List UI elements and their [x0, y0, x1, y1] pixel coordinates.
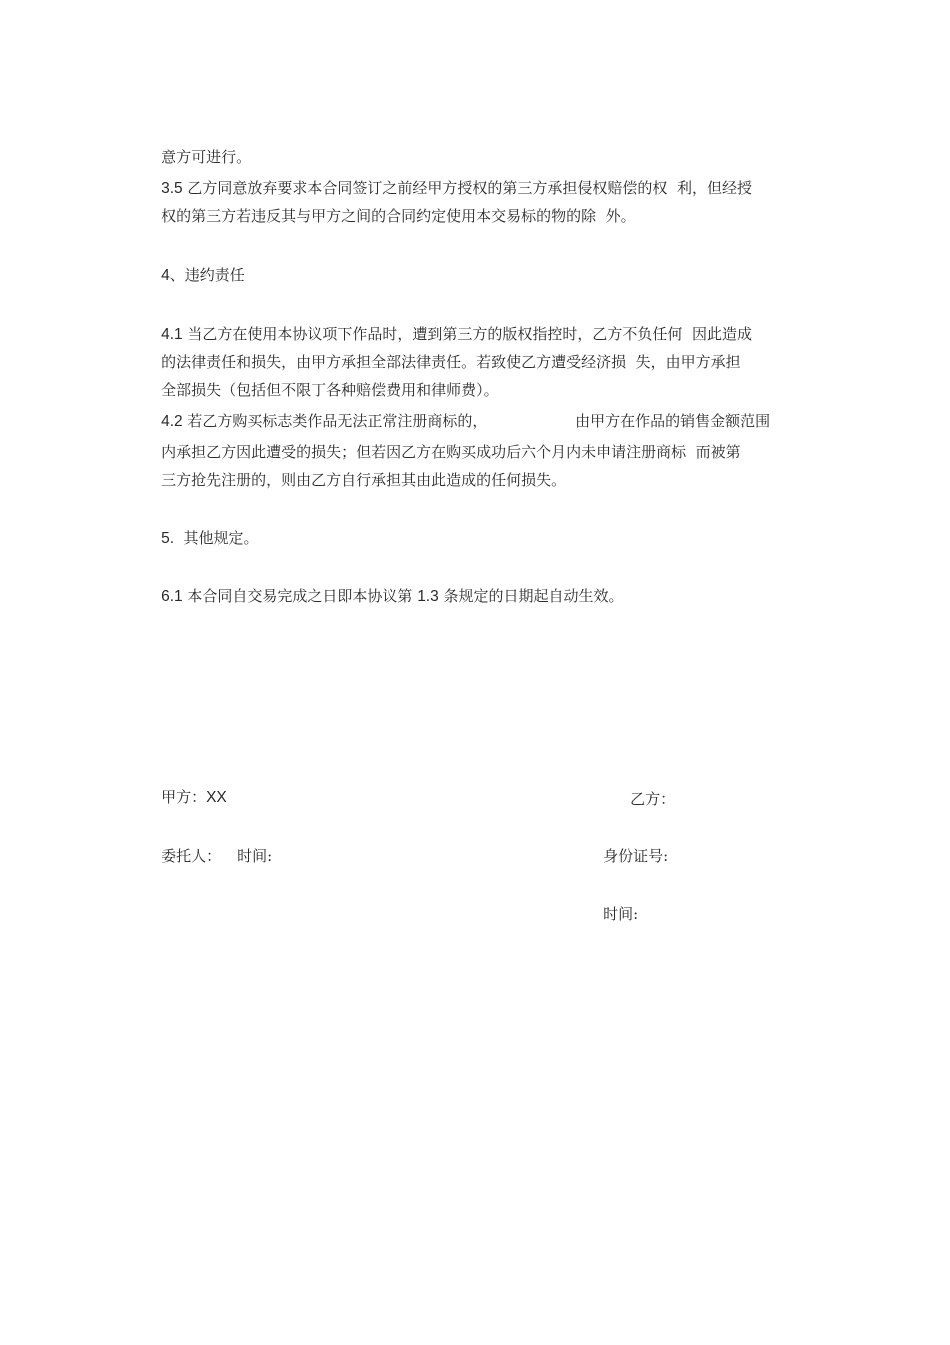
time-label: 时间:	[603, 905, 639, 923]
section-title: 其他规定。	[174, 529, 259, 547]
party-a-label: 甲方：	[161, 788, 207, 806]
paragraph-line	[142, 186, 636, 246]
agent-field	[142, 826, 221, 886]
section-number: 5.	[161, 530, 175, 547]
paragraph-line	[142, 450, 566, 510]
text: 三方抢先注册的，则由乙方自行承担其由此造成的任何损失。	[161, 471, 567, 489]
clause-reference: 1.3	[417, 588, 439, 605]
party-b-label: 乙方：	[630, 790, 676, 808]
clause-6-1-line	[142, 566, 624, 627]
text: 当乙方在使用本协议项下作品时，遭到第三方的版权指控时，乙方不负任何 因此造成	[182, 325, 752, 343]
text: 条规定的日期起自动生效。	[438, 587, 624, 605]
text: 若乙方购买标志类作品无法正常注册商标的，	[182, 412, 488, 430]
clause-number: 3.5	[161, 180, 183, 197]
party-b-signature	[611, 769, 675, 829]
section-4-heading	[142, 245, 245, 306]
text: 内承担乙方因此遭受的损失；但若因乙方在购买成功后六个月内未申请注册商标 而被第	[161, 443, 741, 461]
id-number-label: 身份证号:	[603, 847, 669, 865]
text: 由甲方在作品的销售金额范围	[575, 412, 771, 430]
section-5-heading	[142, 508, 259, 569]
section-title: 、违约责任	[169, 266, 245, 284]
clause-number: 4.2	[161, 413, 183, 430]
text: 全部损失（包括但不限丁各种赔偿费用和律师费）。	[161, 381, 499, 399]
time-label: 时间:	[237, 847, 273, 865]
text: 的法律责任和损失，由甲方承担全部法律责任。若致使乙方遭受经济损 失，由甲方承担	[161, 353, 741, 371]
time-field-b	[584, 884, 638, 944]
id-number-field	[584, 826, 668, 886]
clause-number: 4.1	[161, 326, 183, 343]
text: 意方可进行。	[161, 148, 252, 166]
text: 乙方同意放弃要求本合同签订之前经甲方授权的第三方承担侵权赔偿的权 利，但经授	[182, 179, 752, 197]
party-a-name: XX	[206, 789, 227, 806]
text: 权的第三方若违反其与甲方之间的合同约定使用本交易标的物的除 外。	[161, 207, 636, 225]
text: 本合同自交易完成之日即本协议第	[182, 587, 418, 605]
party-a-signature	[142, 767, 227, 828]
section-number: 4	[161, 267, 170, 284]
clause-number: 6.1	[161, 588, 183, 605]
time-field-a	[218, 826, 272, 886]
agent-label: 委托人：	[161, 847, 222, 865]
